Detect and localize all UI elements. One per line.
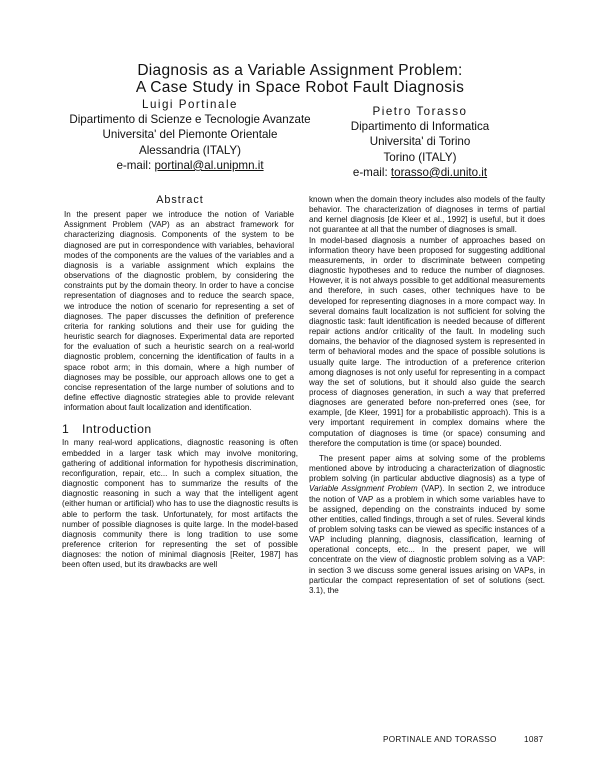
para3-rest: (VAP). In section 2, we introduce the notion of VAP as a problem in which some variables have to be assigned, depending on the constraints induced by some other entities, called findings, through a set of rules. Several kinds of problem solving tasks can be viewed as specific instances of a VAP including planning, diagnosis, classification, learning of operational concepts, etc... In the present paper, we will concentrate on the view of diagnostic problem solving as a VAP: in section 3 we discuss some general issues arising on VAPs, in particular the compact representation of set of solutions (sect. 3.1), the: [309, 484, 545, 595]
para3-lead: The present paper aims at solving some of the problems mentioned above by introducing a characterization of diagnostic problem solving (in particular abductive diagnosis) as a type of: [309, 453, 545, 484]
title-line-1: Diagnosis as a Variable Assignment Problem:: [137, 62, 463, 79]
author-university: Universita' di Torino: [369, 135, 471, 149]
email-label: e-mail:: [116, 158, 152, 172]
author-name: Pietro Torasso: [372, 105, 468, 118]
abstract-heading: Abstract: [156, 194, 204, 206]
author-location: Torino (ITALY): [383, 150, 457, 164]
title-line-2: A Case Study in Space Robot Fault Diagnosis: [135, 79, 465, 96]
author-university: Universita' del Piemonte Orientale: [102, 128, 278, 142]
vap-term: Variable Assignment Problem: [309, 484, 418, 494]
right-column: [309, 195, 545, 596]
body-paragraph-3: [309, 454, 545, 596]
section-title: Introduction: [82, 422, 152, 437]
left-column: [62, 195, 298, 570]
author-email-line: [320, 165, 520, 180]
body-paragraph-2: In model-based diagnosis a number of approaches based on information theory have been proposed for suggesting additional measurements, in order to discriminate between competing diagnostic hypotheses and to reduce the number of diagnoses. However, it is not always possible to get additional measurements and therefore, in such cases, other techniques have to be developed for representing diagnoses in a more compact way. In several domains fault localization is not sufficient for solving the diagnostic task: fault identification is needed because of different repair actions and/or criticality of the fault. In modeling such domains, the behavior of the diagnosed system is represented in term of behavioral modes and the space of possible solutions is usually quite large. The introduction of a preference criterion among diagnoses is not only useful for representing in a compact way the set of solutions, but it should also guide the search process of diagnoses generation, in such a way that preferred diagnoses are generated before non-preferred ones (see, for example, [de Kleer, 1991] for a probabilistic approach). This is a very important requirement in complex domains where the computation of diagnoses is time (or space) consuming and therefore the computation is time (or space) bounded.: [309, 235, 545, 448]
paper-title: [0, 62, 600, 96]
section-heading: [62, 422, 298, 437]
author-location: Alessandria (ITALY): [138, 143, 242, 157]
author-email-line: [60, 158, 320, 173]
author-block-1: [60, 97, 320, 173]
page-number: 1087: [524, 735, 544, 744]
running-head: PORTINALE AND TORASSO: [383, 735, 497, 744]
author-email-link[interactable]: torasso@di.unito.it: [390, 165, 488, 179]
email-label: e-mail:: [352, 165, 388, 179]
body-paragraph-1: known when the domain theory includes also models of the faulty behavior. The characterization of diagnoses in terms of partial and kernel diagnosis [de Kleer et al., 1992] is useful, but it does not guarantee at all that the number of diagnoses is small.: [309, 195, 545, 235]
intro-paragraph: In many real-word applications, diagnostic reasoning is often embedded in a larger task which may involve monitoring, gathering of additional information for hypothesis discrimination, reconfiguration, repair, etc... In such a complex situation, the diagnostic component has to summarize the results of the diagnostic reasoning in such a way that the intelligent agent (either human or artificial) who has to use the diagnostic results is able to perform the task. Unfortunately, for most artifacts the number of possible diagnoses is quite large. In the model-based diagnosis community there is long tradition to use some preference criterion for representing the set of possible diagnoses: the notion of minimal diagnosis [Reiter, 1987] has been often used, but its drawbacks are well: [62, 438, 298, 570]
author-name: Luigi Portinale: [142, 98, 238, 111]
section-number: 1: [62, 422, 70, 437]
author-affiliation: Dipartimento di Scienze e Tecnologie Avanzate: [69, 113, 311, 127]
author-email-link[interactable]: portinal@al.unipmn.it: [154, 158, 264, 172]
author-block-2: [320, 104, 520, 180]
author-affiliation: Dipartimento di Informatica: [350, 120, 490, 134]
abstract-text: In the present paper we introduce the notion of Variable Assignment Problem (VAP) as an abstract framework for characterizing diagnosis. Components of the system to be diagnosed are put in correspondence with variables, behavioral modes of the components are the values of the variables and a diagnosis is a variable assignment which explains the observations of the diagnostic problem, by considering the constraints put by the domain theory. In order to have a concise representation of diagnoses and to reduce the search space, we introduce the notion of scenario for representing a set of diagnoses. The paper discusses the definition of preference criteria for ranking solutions and their use for guiding the heuristic search for diagnoses. Experimental data are reported for the evaluation of such a heuristic search on a real-world diagnostic problem, concerning the identification of faults in a space robot arm; in this domain, where a high number of diagnoses may be possible, our approach allows one to get a concise representation of the large number of solutions and to define effective diagnostic strategies able to provide relevant information about fault localization and identification.: [64, 210, 294, 413]
